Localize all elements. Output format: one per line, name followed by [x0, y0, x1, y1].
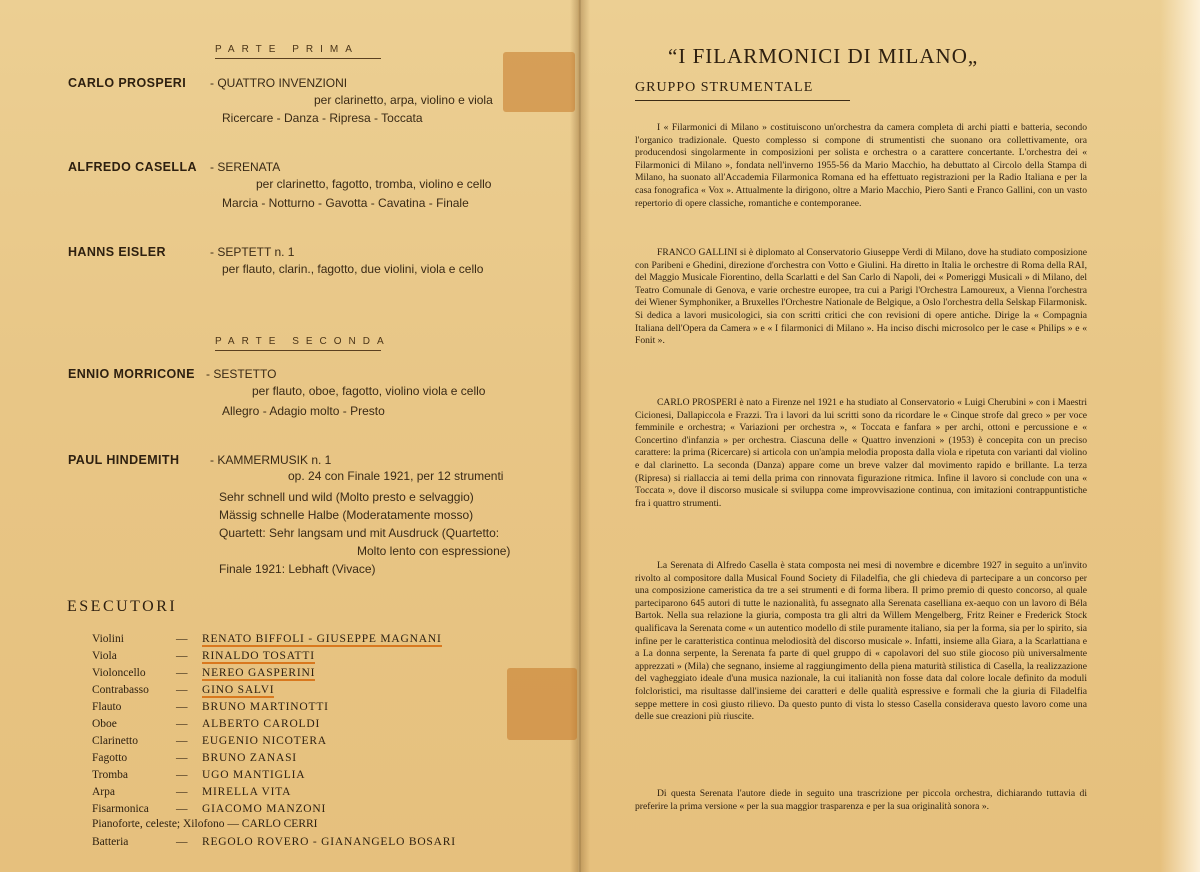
performer-row: Fisarmonica — GIACOMO MANZONI [92, 803, 327, 815]
performer-row: Batteria — REGOLO ROVERO - GIANANGELO BOSARI [92, 836, 456, 848]
performer-row: Contrabasso — GINO SALVI [92, 684, 275, 696]
paragraph-serenata: Di questa Serenata l'autore diede in seguito una trascrizione per piccola orchestra, dichiarando tuttavia di preferire la prima versione « per la sua maggior trasparenza e per la sua originalità sonora ». [635, 788, 1087, 812]
work-instr-hindemith: op. 24 con Finale 1921, per 12 strumenti [288, 469, 504, 483]
performer-row: Fagotto — BRUNO ZANASI [92, 752, 297, 764]
performer-row: Oboe — ALBERTO CAROLDI [92, 718, 321, 730]
work-movements-prosperi: Ricercare - Danza - Ripresa - Toccata [222, 111, 423, 125]
work-instr-eisler: per flauto, clarin., fagotto, due violini, viola e cello [222, 262, 484, 276]
performer-row: Arpa — MIRELLA VITA [92, 786, 292, 798]
paragraph-casella: La Serenata di Alfredo Casella è stata composta nei mesi di novembre e dicembre 1927 in seguito a un'invito rivolto al compositore dalla Musical Found Society di Filadelfia, che gli chiedeva di partecipare a un concorso per una composizione cameristica da tre a sei strumenti e di forma libera. Il primo premio di questo concorso, al quale parteciparono 645 autori di tutte le nazionalità, fu assegnato alla Serenata caselliana ex-aequo con un lavoro di Béla Bartok. Nella sua relazione la giuria, composta tra gli altri da Willem Mengelberg, Fritz Reiner e Frederick Stock qualificava la Serenata come « un autentico modello di stile puramente italiano, sia per la forma, sia per lo spirito, sia infine per le caratteristica continua melodiosità del discorso musicale ». Infatti, insieme alla Giara, a la Scarlattiana e a La donna serpente, la Serenata fa parte di quel gruppo di « capolavori del suo stile giocoso più universalmente apprezzati » (Mila) che segnano, insieme al raggiungimento della piena maturità stilistica di Casella, la realizzazione del vagheggiato ideale d'una musica nazionale, la cui italianità non fosse data dal colore locale definito da moduli folcloristici, ma risultasse dall'insieme dei caratteri e delle qualità espressive e formali che la giuria di Filadelfia seppe mettere in così giusto rilievo. Da questo punto di vista lo stesso Casella considerava questo lavoro come una delle sue creazioni più riuscite. [635, 560, 1087, 723]
work-title-eisler: - SEPTETT n. 1 [210, 245, 295, 259]
page-title: “I FILARMONICI DI MILANO„ [668, 44, 979, 68]
work-instr-prosperi: per clarinetto, arpa, violino e viola [314, 93, 493, 107]
paragraph-gallini: FRANCO GALLINI si è diplomato al Conservatorio Giuseppe Verdi di Milano, dove ha studiato composizione con Paribeni e Ghedini, direzione d'orchestra con Votto e Giulini. Ha diretto in Italia le orchestre di Roma della RAI, del Maggio Musicale Fiorentino, della Scarlatti e del San Carlo di Napoli, dei « Pomeriggi Musicali » di Milano, del Teatro Comunale di Genova, e varie orchestre europee, tra cui a Parigi l'Orchestra Lamoureux, a Vienna l'orchestra dei Wiener Symphoniker, a Bruxelles l'Orchestre Nationale de Belgique, a Oslo l'orchestra della Selskap Filarmonisk. Si dedica a lavori musicologici, sia con scritti critici che con revisioni di opere antiche. Dirige la « Compagnia Italiana dell'Opera da Camera » e « I filarmonici di Milano ». Ha inciso dischi microsolco per le case « Philips » e « Fonit ». [635, 247, 1087, 347]
parte-prima-heading: PARTE PRIMA [215, 44, 381, 59]
parte-seconda-heading: PARTE SECONDA [215, 336, 391, 351]
performer-row: Pianoforte, celeste; Xilofono — CARLO CERRI [92, 818, 318, 830]
tape-stain-bottom [507, 668, 577, 740]
work-title-prosperi: - QUATTRO INVENZIONI [210, 76, 348, 90]
movement-4: Finale 1921: Lebhaft (Vivace) [219, 562, 376, 576]
work-title-hindemith: - KAMMERMUSIK n. 1 [210, 453, 332, 467]
movement-1: Sehr schnell und wild (Molto presto e selvaggio) [219, 490, 474, 504]
composer-prosperi: CARLO PROSPERI [68, 76, 187, 90]
work-movements-casella: Marcia - Notturno - Gavotta - Cavatina - Finale [222, 196, 469, 210]
performer-row: Violini — RENATO BIFFOLI - GIUSEPPE MAGNANI [92, 633, 442, 645]
page-edge [1160, 0, 1200, 872]
performer-row: Clarinetto — EUGENIO NICOTERA [92, 735, 327, 747]
performer-row: Flauto — BRUNO MARTINOTTI [92, 701, 329, 713]
composer-hindemith: PAUL HINDEMITH [68, 453, 180, 467]
paragraph-intro: I « Filarmonici di Milano » costituiscono un'orchestra da camera completa di archi piatti e batteria, secondo l'organico tradizionale. Questo complesso si compone di strumentisti che suonano ora collettivamente, ora producendosi singolarmente in composizioni per solista e orchestra o a carattere concertante. L'orchestra dei « Filarmonici di Milano », fondata nell'inverno 1955-56 da Mario Macchio, ha debuttato al Circolo della Stampa di Milano, ha suonato all'Accademia Filarmonica Romana ed ha effettuato registrazioni per la Radio Italiana e per la casa fonografica « Vox ». Attualmente la dirigono, oltre a Mario Macchio, Piero Santi e Franco Gallini, con un vasto repertorio di opere classiche, romantiche e contemporanee. [635, 122, 1087, 209]
work-title-morricone: - SESTETTO [206, 367, 277, 381]
performer-row: Viola — RINALDO TOSATTI [92, 650, 315, 662]
performer-row: Violoncello — NEREO GASPERINI [92, 667, 316, 679]
work-title-casella: - SERENATA [210, 160, 281, 174]
composer-morricone: ENNIO MORRICONE [68, 367, 195, 381]
movement-2: Mässig schnelle Halbe (Moderatamente mosso) [219, 508, 474, 522]
composer-casella: ALFREDO CASELLA [68, 160, 197, 174]
subtitle-rule [635, 100, 850, 101]
performer-row: Tromba — UGO MANTIGLIA [92, 769, 306, 781]
page-gutter [570, 0, 590, 872]
page-subtitle: GRUPPO STRUMENTALE [635, 80, 814, 95]
tape-stain-top [503, 52, 575, 112]
work-movements-morricone: Allegro - Adagio molto - Presto [222, 404, 385, 418]
movement-3-cont: Molto lento con espressione) [357, 544, 511, 558]
esecutori-heading: ESECUTORI [67, 598, 178, 615]
movement-3: Quartett: Sehr langsam und mit Ausdruck (Quartetto: [219, 526, 500, 540]
work-instr-casella: per clarinetto, fagotto, tromba, violino e cello [256, 177, 492, 191]
work-instr-morricone: per flauto, oboe, fagotto, violino viola e cello [252, 384, 486, 398]
composer-eisler: HANNS EISLER [68, 245, 166, 259]
paragraph-prosperi: CARLO PROSPERI è nato a Firenze nel 1921 e ha studiato al Conservatorio « Luigi Cherubini » con i Maestri Cicionesi, Dallapiccola e Frazzi. Tra i lavori da lui scritti sono da ricordare le « Cinque strofe dal greco » per voce femminile e orchestra; « Variazioni per orchestra », « Toccata e fanfara » per archi, ottoni e percussione e « Concertino d'infanzia » per orchestra. Ciascuna delle « Quattro invenzioni » (1953) è concepita con un preciso carattere: la prima (Ricercare) si articola con un'ampia melodia proposta dalla viola e ripetuta con varianti dal violino e dal clarinetto. La seconda (Danza) appare come un breve valzer dal movimento rapido e brillante. La terza (Ripresa) si riallaccia ai temi della prima con rinnovata figurazione ritmica. Infine il lavoro si conclude con una « Toccata », dove il discorso musicale si sviluppa come improvvisazione continua, con imitazioni contrappuntistiche fra i quattro strumenti. [635, 397, 1087, 509]
